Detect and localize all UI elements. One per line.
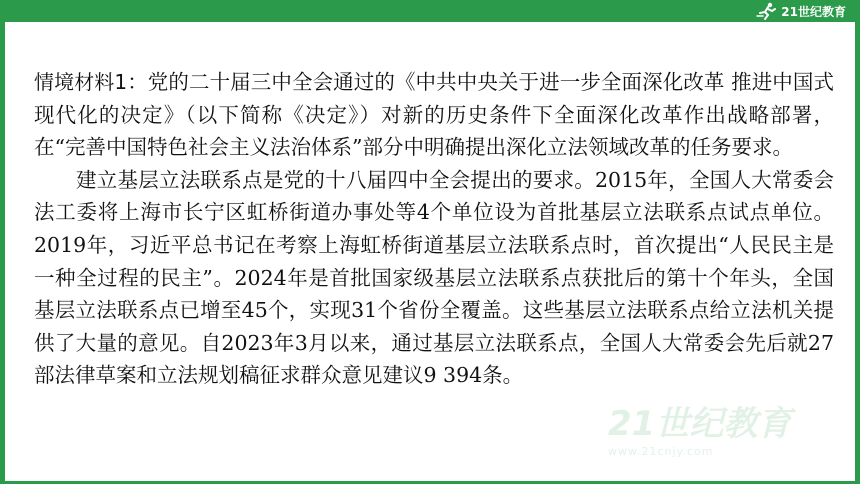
watermark-url: www.21cnjy.com	[608, 445, 714, 458]
watermark	[608, 396, 858, 456]
paragraph-1	[34, 66, 834, 164]
paragraph-1-text: ：党的二十届三中全会通过的《中共中央关于进一步全面深化改革 推进中国式现代化的决定》（以下简称《决定》）对新的历史条件下全面深化改革作出战略部署，在“完善中国特色社会主义法治体系”部分中明确提出深化立法领域改革的任务要求。	[34, 70, 834, 160]
logo-text: 21世纪教育	[781, 4, 846, 19]
runner-icon	[756, 2, 778, 20]
document-body	[34, 66, 834, 392]
left-border	[0, 22, 5, 484]
material-label: 情境材料1	[34, 70, 128, 94]
right-border	[855, 22, 860, 484]
watermark-text: 21世纪教育	[608, 404, 792, 444]
paragraph-2: 建立基层立法联系点是党的十八届四中全会提出的要求。2015年，全国人大常委会法工委将上海市长宁区虹桥街道办事处等4个单位设为首批基层立法联系点试点单位。2019年，习近平总书记在考察上海虹桥街道基层立法联系点时，首次提出“人民民主是一种全过程的民主”。2024年是首批国家级基层立法联系点获批后的第十个年头，全国基层立法联系点已增至45个，实现31个省份全覆盖。这些基层立法联系点给立法机关提供了大量的意见。自2023年3月以来，通过基层立法联系点，全国人大常委会先后就27部法律草案和立法规划稿征求群众意见建议9 394条。	[34, 167, 834, 388]
top-bar	[0, 0, 860, 22]
brand-logo	[756, 1, 846, 21]
